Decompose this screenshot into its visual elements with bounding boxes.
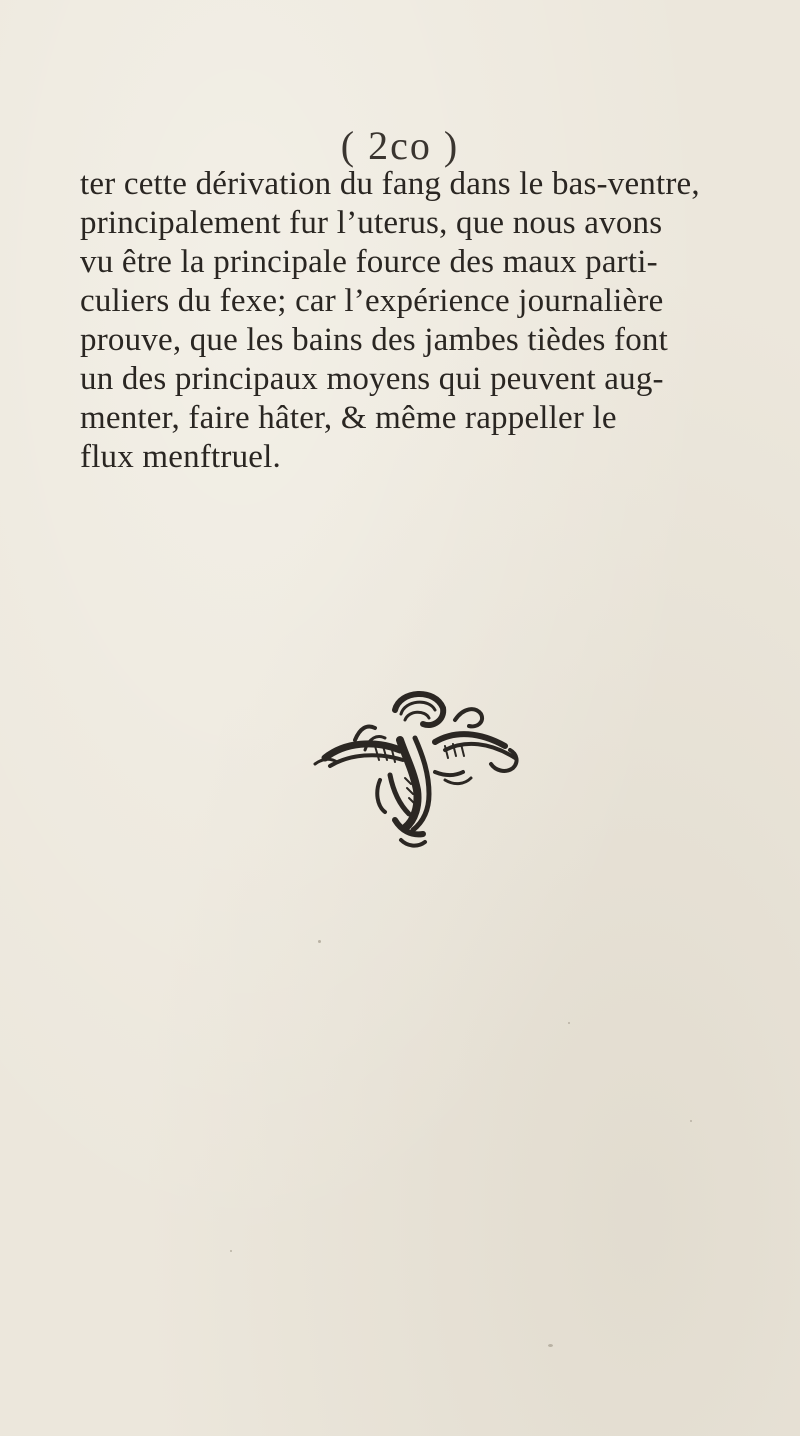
text-line: vu être la principale fource des maux parti- bbox=[80, 244, 658, 280]
text-line: ter cette dérivation du fang dans le bas-ventre, bbox=[80, 166, 700, 202]
text-line: principalement fur l’uterus, que nous avons bbox=[80, 205, 663, 241]
text-line: flux menftruel. bbox=[80, 439, 281, 475]
text-line: prouve, que les bains des jambes tièdes font bbox=[80, 322, 668, 358]
body-text bbox=[80, 165, 800, 477]
floral-tailpiece-ornament bbox=[305, 680, 525, 855]
text-line: menter, faire hâter, & même rappeller le bbox=[80, 400, 617, 436]
page-number: ( 2co ) bbox=[340, 123, 460, 168]
text-line: culiers du fexe; car l’expérience journalière bbox=[80, 283, 664, 319]
text-line: un des principaux moyens qui peuvent aug- bbox=[80, 361, 664, 397]
